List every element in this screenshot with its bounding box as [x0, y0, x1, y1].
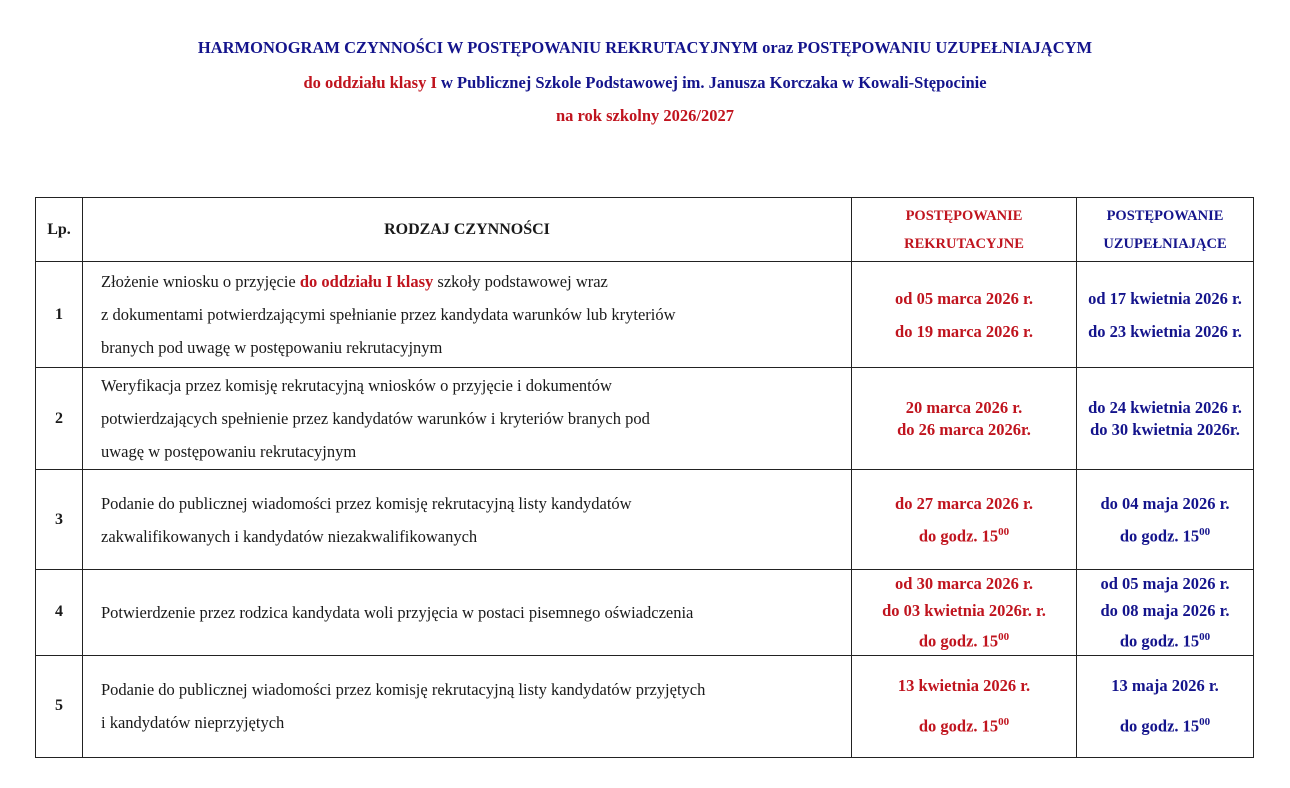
date-text: od 30 marca 2026 r.	[895, 574, 1033, 593]
date-text: do godz. 15	[918, 716, 999, 736]
schedule-table	[35, 197, 1254, 758]
row-number: 4	[36, 570, 83, 656]
row-number: 1	[36, 262, 83, 368]
date-line	[1077, 397, 1253, 419]
text-segment: uwagę w postępowaniu rekrutacyjnym	[101, 442, 357, 461]
time-minutes: 00	[998, 525, 1010, 538]
time-minutes: 00	[998, 715, 1010, 728]
date-line	[852, 489, 1076, 518]
document-title: HARMONOGRAM CZYNNOŚCI W POSTĘPOWANIU REKRUTACYJNYM oraz POSTĘPOWANIU UZUPEŁNIAJĄCYM	[197, 38, 1093, 57]
row-number: 2	[36, 368, 83, 470]
row-number: 3	[36, 470, 83, 570]
table-row	[36, 368, 1254, 470]
supplementary-dates	[1077, 368, 1254, 470]
description-line	[101, 331, 851, 364]
text-segment: Podanie do publicznej wiadomości przez komisję rekrutacyjną listy kandydatów przyjętych	[101, 680, 706, 699]
table-row	[36, 655, 1254, 757]
date-text: do 26 marca 2026r.	[897, 419, 1031, 439]
description-line	[101, 435, 851, 468]
date-text: 20 marca 2026 r.	[905, 397, 1023, 417]
table-row	[36, 570, 1254, 656]
time-minutes: 00	[1199, 715, 1211, 728]
subtitle-class: do oddziału klasy I	[303, 73, 437, 92]
activity-description	[83, 368, 852, 470]
date-text: 13 maja 2026 r.	[1111, 675, 1219, 695]
date-text: do godz. 15	[1119, 716, 1200, 736]
recruitment-dates	[852, 655, 1077, 757]
description-line	[101, 596, 851, 629]
description-line	[101, 487, 851, 520]
activity-description	[83, 470, 852, 570]
date-text: od 17 kwietnia 2026 r.	[1088, 288, 1242, 308]
time-minutes: 00	[998, 631, 1010, 643]
header-text: POSTĘPOWANIE	[905, 207, 1023, 224]
date-text: do 24 kwietnia 2026 r.	[1088, 397, 1242, 417]
date-line	[1077, 282, 1253, 315]
recruitment-dates	[852, 368, 1077, 470]
description-line	[101, 402, 851, 435]
activity-description	[83, 262, 852, 368]
date-line	[1077, 704, 1253, 745]
header-text: REKRUTACYJNE	[904, 235, 1024, 252]
supplementary-dates	[1077, 262, 1254, 368]
header-text: UZUPEŁNIAJĄCE	[1103, 235, 1227, 252]
highlighted-text: do oddziału I klasy	[299, 272, 434, 291]
description-line	[101, 520, 851, 553]
date-line	[852, 668, 1076, 704]
activity-description	[83, 655, 852, 757]
school-year: na rok szkolny 2026/2027	[555, 106, 735, 125]
header-supplementary	[1077, 198, 1254, 262]
date-line	[852, 704, 1076, 745]
text-segment: z dokumentami potwierdzającymi spełnianie przez kandydata warunków lub kryteriów	[101, 305, 676, 324]
date-line	[852, 419, 1076, 441]
description-line	[101, 673, 851, 706]
date-text: do 19 marca 2026 r.	[895, 321, 1033, 341]
text-segment: branych pod uwagę w postępowaniu rekrutacyjnym	[101, 338, 443, 357]
date-text: do 03 kwietnia 2026r. r.	[882, 601, 1046, 620]
date-line	[852, 570, 1076, 597]
date-text: do godz. 15	[918, 526, 999, 546]
table-header-row	[36, 198, 1254, 262]
date-line	[852, 282, 1076, 315]
date-text: od 05 maja 2026 r.	[1100, 574, 1230, 593]
activity-description	[83, 570, 852, 656]
text-segment: i kandydatów nieprzyjętych	[101, 713, 285, 732]
date-text: do 08 maja 2026 r.	[1100, 601, 1230, 620]
date-text: do 30 kwietnia 2026r.	[1090, 419, 1240, 439]
supplementary-dates	[1077, 470, 1254, 570]
recruitment-dates	[852, 470, 1077, 570]
date-line	[1077, 597, 1253, 624]
date-line	[852, 397, 1076, 419]
date-line	[852, 597, 1076, 624]
date-line	[1077, 489, 1253, 518]
date-line	[1077, 315, 1253, 348]
date-line	[852, 624, 1076, 655]
header-recruitment	[852, 198, 1077, 262]
date-text: do godz. 15	[1119, 526, 1200, 546]
recruitment-dates	[852, 570, 1077, 656]
table-row	[36, 262, 1254, 368]
description-line	[101, 265, 851, 298]
table-row	[36, 470, 1254, 570]
date-line	[1077, 518, 1253, 551]
time-minutes: 00	[1199, 631, 1211, 643]
description-line	[101, 706, 851, 739]
text-segment: Potwierdzenie przez rodzica kandydata woli przyjęcia w postaci pisemnego oświadczenia	[101, 602, 694, 622]
row-number: 5	[36, 655, 83, 757]
date-text: 13 kwietnia 2026 r.	[897, 675, 1031, 695]
header-activity: RODZAJ CZYNNOŚCI	[83, 198, 852, 262]
date-text: do godz. 15	[918, 631, 999, 651]
header-text: POSTĘPOWANIE	[1106, 207, 1224, 224]
header-lp: Lp.	[36, 198, 83, 262]
date-text: do 27 marca 2026 r.	[895, 493, 1033, 513]
text-segment: szkoły podstawowej wraz	[433, 272, 608, 291]
description-line	[101, 369, 851, 402]
text-segment: Podanie do publicznej wiadomości przez komisję rekrutacyjną listy kandydatów	[101, 493, 632, 513]
time-minutes: 00	[1199, 525, 1211, 538]
recruitment-dates	[852, 262, 1077, 368]
text-segment: Weryfikacja przez komisję rekrutacyjną wniosków o przyjęcie i dokumentów	[101, 376, 612, 395]
date-line	[852, 315, 1076, 348]
description-line	[101, 298, 851, 331]
date-line	[852, 518, 1076, 551]
supplementary-dates	[1077, 655, 1254, 757]
date-line	[1077, 624, 1253, 655]
date-text: do 23 kwietnia 2026 r.	[1088, 321, 1242, 341]
text-segment: Złożenie wniosku o przyjęcie	[101, 272, 300, 291]
date-text: do godz. 15	[1119, 631, 1200, 651]
date-line	[1077, 419, 1253, 441]
document-subtitle	[0, 73, 1290, 93]
text-segment: potwierdzających spełnienie przez kandydatów warunków i kryteriów branych pod	[101, 409, 650, 428]
supplementary-dates	[1077, 570, 1254, 656]
date-text: od 05 marca 2026 r.	[895, 288, 1033, 308]
date-line	[1077, 668, 1253, 704]
text-segment: zakwalifikowanych i kandydatów niezakwalifikowanych	[101, 526, 478, 546]
date-text: do 04 maja 2026 r.	[1100, 493, 1230, 513]
subtitle-school: w Publicznej Szkole Podstawowej im. Janusza Korczaka w Kowali-Stępocinie	[436, 73, 987, 92]
date-line	[1077, 570, 1253, 597]
